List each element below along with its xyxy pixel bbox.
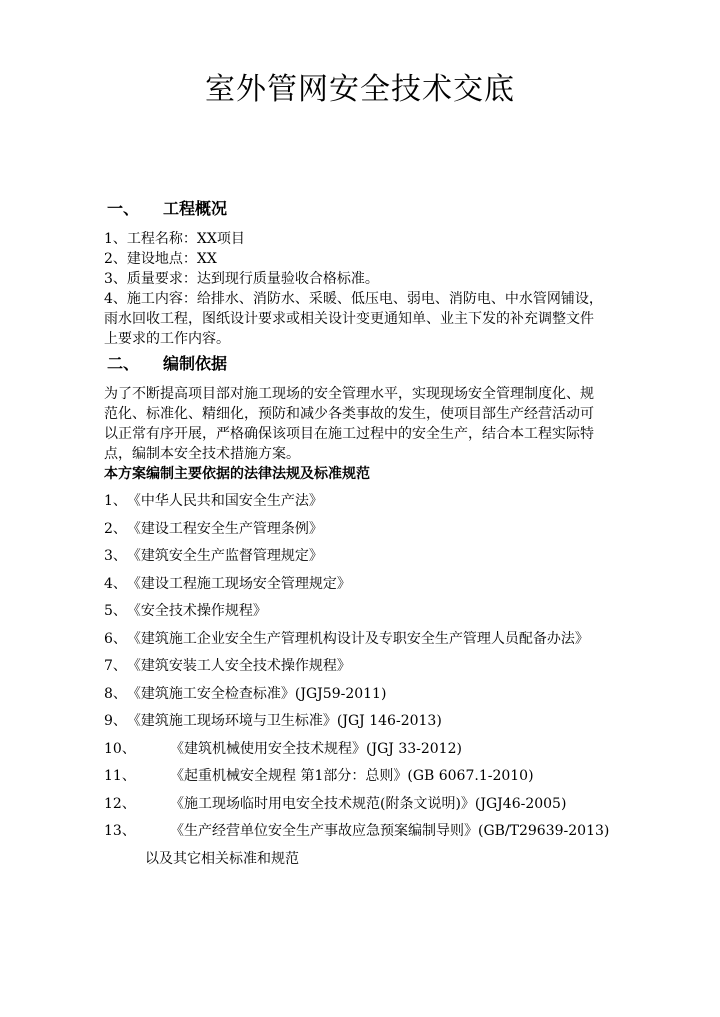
section-heading-1 — [107, 198, 227, 220]
paragraph-line: 点，编制本安全技术措施方案。 — [104, 446, 300, 462]
section-number: 二、 — [107, 354, 140, 373]
reference-number: 5、 — [104, 603, 127, 619]
reference-text: 《建设工程施工现场安全管理规定》 — [126, 576, 351, 592]
reference-text: 《建筑机械使用安全技术规程》(JGJ 33-2012) — [170, 741, 462, 757]
reference-number: 8、 — [104, 686, 127, 702]
reference-text: 《建筑安全生产监督管理规定》 — [126, 548, 323, 564]
project-item-line: 雨水回收工程，图纸设计要求或相关设计变更通知单、业主下发的补充调整文件 — [104, 311, 594, 327]
reference-number: 10、 — [104, 741, 136, 757]
references-subheading: 本方案编制主要依据的法律法规及标准规范 — [104, 466, 370, 482]
section-heading-2 — [107, 353, 227, 375]
reference-number: 2、 — [104, 521, 127, 537]
section-number: 一、 — [107, 199, 140, 218]
reference-number: 9、 — [104, 713, 127, 729]
reference-number: 7、 — [104, 658, 127, 674]
reference-item — [104, 684, 386, 704]
reference-number: 13、 — [104, 823, 136, 839]
reference-item — [104, 629, 589, 649]
references-tail-note: 以及其它相关标准和规范 — [145, 851, 299, 867]
reference-text: 《生产经营单位安全生产事故应急预案编制导则》(GB/T29639-2013) — [170, 823, 610, 839]
reference-number: 11、 — [104, 768, 136, 784]
reference-item — [104, 491, 323, 511]
reference-number: 4、 — [104, 576, 127, 592]
reference-number: 12、 — [104, 796, 136, 812]
reference-item — [104, 794, 566, 814]
paragraph-line: 为了不断提高项目部对施工现场的安全管理水平，实现现场安全管理制度化、规 — [104, 386, 594, 402]
reference-item — [104, 546, 323, 566]
paragraph-line: 以正常有序开展，严格确保该项目在施工过程中的安全生产，结合本工程实际特 — [104, 426, 594, 442]
reference-item — [104, 711, 442, 731]
reference-number: 3、 — [104, 548, 127, 564]
paragraph-line: 范化、标准化、精细化，预防和减少各类事故的发生，使项目部生产经营活动可 — [104, 406, 594, 422]
reference-text: 《建设工程安全生产管理条例》 — [126, 521, 323, 537]
project-item-line: 上要求的工作内容。 — [104, 331, 230, 347]
reference-text: 《起重机械安全规程 第1部分：总则》(GB 6067.1-2010) — [170, 768, 534, 784]
reference-number: 6、 — [104, 631, 127, 647]
reference-text: 《施工现场临时用电安全技术规范(附条文说明)》(JGJ46-2005) — [170, 796, 567, 812]
project-item-line: 1、工程名称：XX项目 — [104, 231, 245, 247]
section-title: 编制依据 — [163, 354, 228, 373]
reference-item — [104, 656, 351, 676]
reference-item — [104, 766, 534, 786]
reference-number: 1、 — [104, 493, 127, 509]
reference-item — [104, 574, 351, 594]
reference-text: 《建筑安装工人安全技术操作规程》 — [126, 658, 351, 674]
reference-text: 《建筑施工安全检查标准》(JGJ59-2011) — [126, 686, 387, 702]
reference-text: 《安全技术操作规程》 — [126, 603, 267, 619]
reference-item — [104, 821, 609, 841]
project-item-line: 4、施工内容：给排水、消防水、采暖、低压电、弱电、消防电、中水管网铺设， — [104, 291, 603, 307]
reference-item — [104, 739, 462, 759]
reference-item — [104, 601, 267, 621]
reference-text: 《建筑施工企业安全生产管理机构设计及专职安全生产管理人员配备办法》 — [126, 631, 589, 647]
reference-text: 《中华人民共和国安全生产法》 — [126, 493, 323, 509]
reference-item — [104, 519, 323, 539]
section-title: 工程概况 — [163, 199, 228, 218]
reference-text: 《建筑施工现场环境与卫生标准》(JGJ 146-2013) — [126, 713, 442, 729]
document-title: 室外管网安全技术交底 — [205, 72, 515, 107]
project-item-line: 3、质量要求：达到现行质量验收合格标准。 — [104, 271, 379, 287]
project-item-line: 2、建设地点：XX — [104, 251, 217, 267]
